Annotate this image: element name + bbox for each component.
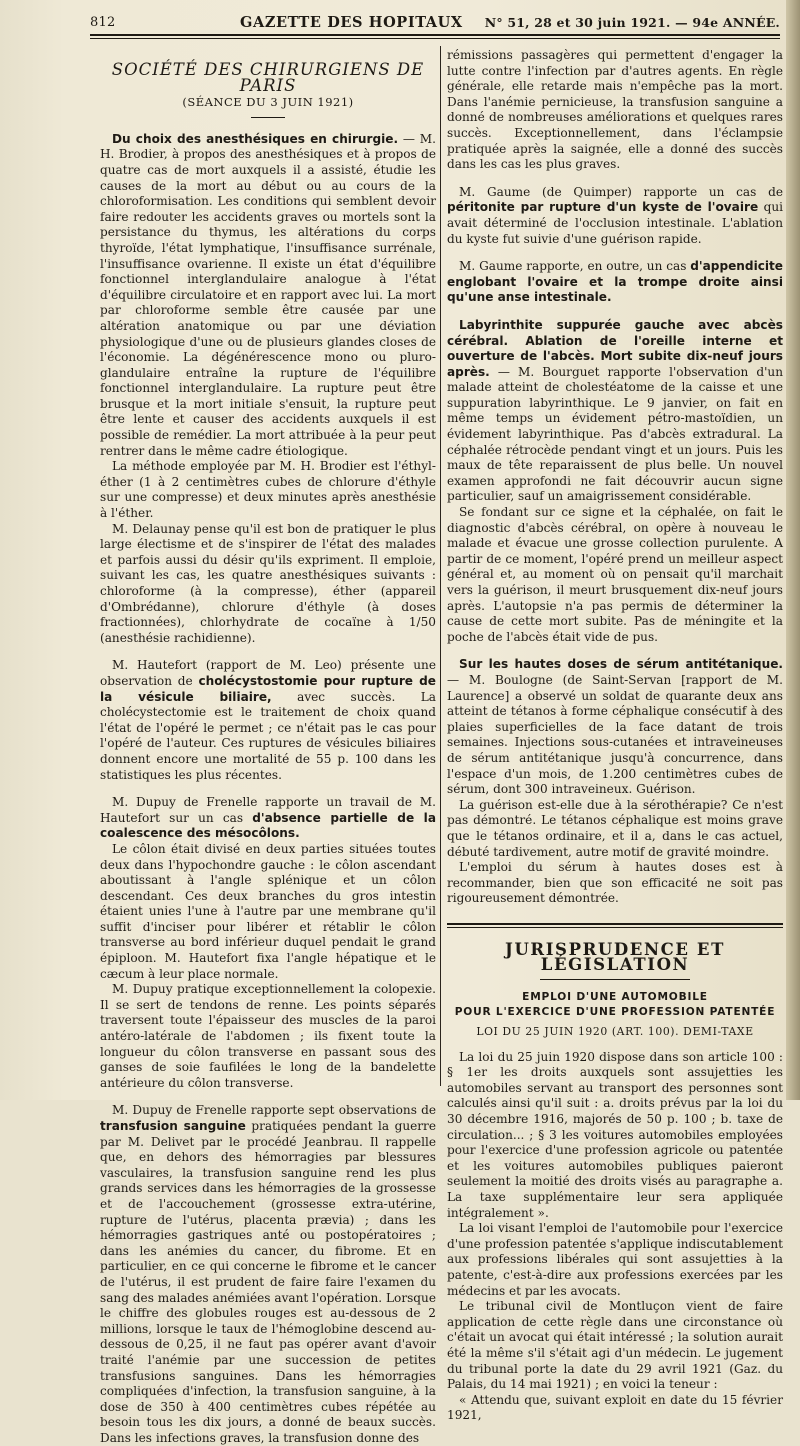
- running-head: [90, 14, 780, 34]
- continuation-text: rémissions passagères qui permettent d'engager la lutte contre l'infection par d'autres agents. En règle générale, elle retarde mais n'empêche pas la mort. Dans l'anémie pernicieuse, la transfusion sanguine a donné de nombreuses améliorations et quelques rares succès. Exceptionnellement, dans l'éclampsie pratiquée après la saignée, elle a donné des succès dans les cas les plus graves.: [447, 48, 783, 172]
- article-text: — M. Bourguet rapporte l'observation d'un malade atteint de cholestéatome de la caisse et une suppuration labyrinthique. Le 9 janvier, on fait en même temps un évidement pétro-mastoïdien, un évidement labyrinthique. Pas d'abcès extradural. La céphalée rétrocède pendant vingt et un jours. Puis les maux de tête reparaissent de plus belle. Un nouvel examen approfondi ne fait découvrir aucun signe particulier, sauf un amaigrissement considérable.: [447, 364, 783, 504]
- article-intro: M. Dupuy de Frenelle rapporte un travail de M. Hautefort sur un cas: [100, 795, 436, 825]
- paragraph: L'emploi du sérum à hautes doses est à recommander, bien que son efficacité ne soit pas rigoureusement démontrée.: [447, 860, 783, 906]
- article-mesocolons: [100, 795, 436, 842]
- article-text: — M. Boulogne (de Saint-Servan [rapport de M. Laurence] a observé un soldat de quarante deux ans atteint de tétanos à forme céphalique consécutif à des plaies superficielles de la face datant de trois semaines. Injections sous-cutanées et intraveineuses de sérum antitétanique jusqu'à concurrence, dans l'espace d'un mois, de 1.200 centimètres cubes de sérum, dont 300 intraveineux. Guérison.: [447, 672, 783, 797]
- page-number: 812: [90, 15, 116, 30]
- paragraph: Se fondant sur ce signe et la céphalée, on fait le diagnostic d'abcès cérébral, on opère à nouveau le malade et évacue une grosse collection purulente. A partir de ce moment, l'opéré prend un meilleur aspect général et, au moment où on pensait qu'il marchait vers la guérison, il meurt brusquement dix-neuf jours après. L'autopsie n'a pas permis de déterminer la cause de cette mort subite. Pas de méningite et la poche de l'abcès était vide de pus.: [447, 505, 783, 644]
- paragraph: « Attendu que, suivant exploit en date du 15 février 1921,: [447, 1392, 783, 1423]
- paragraph: La loi visant l'emploi de l'automobile pour l'exercice d'une profession patentée s'applique indiscutablement aux professions libérales qui sont assujetties à la patente, c'est-à-dire aux professions exercées par les médecins et par les avocats.: [447, 1221, 783, 1298]
- article-intro: M. Dupuy de Frenelle rapporte sept observations de: [112, 1103, 436, 1118]
- law-subheading: LOI DU 25 JUIN 1920 (ART. 100). DEMI-TAXE: [476, 1025, 754, 1039]
- article-heading: Labyrinthite suppurée gauche avec abcès cérébral. Ablation de l'oreille interne et ouverture de l'abcès. Mort subite dix-neuf jours après.: [447, 317, 783, 379]
- article-text: avec succès. La cholécystectomie est le traitement de choix quand l'état de l'opéré le permet ; ce n'était pas le cas pour l'opéré de l'auteur. Ces ruptures de vésicules biliaires donnent encore une mortalité de 55 p. 100 dans les statistiques les plus récentes.: [100, 689, 436, 782]
- article-heading: Du choix des anesthésiques en chirurgie.: [112, 131, 399, 146]
- article-text: qui avait déterminé de l'occlusion intestinale. L'ablation du kyste fut suivie d'une guérison rapide.: [447, 200, 783, 246]
- law-heading-line-2: POUR L'EXERCICE D'UNE PROFESSION PATENTÉE: [454, 1006, 776, 1019]
- paragraph: Le côlon était divisé en deux parties situées toutes deux dans l'hypochondre gauche : le côlon ascendant aboutissant à l'angle splénique et un côlon descendant. Ces deux branches du gros intestin étaient unies l'une à l'autre par une membrane qu'il suffit d'inciser pour libérer et rétablir le côlon transverse au bord inférieur duquel pendait le grand épiploon. M. Hautefort fixa l'angle hépatique et le cæcum à leur place normale.: [100, 841, 436, 981]
- paragraph: Le tribunal civil de Montluçon vient de faire application de cette règle dans une circonstance où c'était un avocat qui était intéressé ; la solution aurait été la même s'il s'était agi d'un médecin. Le jugement du tribunal porte la date du 29 avril 1921 (Gaz. du Palais, du 14 mai 1921) ; en voici la teneur :: [447, 1299, 783, 1392]
- article-intro: M. Hautefort (rapport de M. Leo) présente une observation de: [100, 658, 436, 688]
- paragraph: La méthode employée par M. H. Brodier est l'éthyl-éther (1 à 2 centimètres cubes de chlorure d'éthyle sur une compresse) et deux minutes après anesthésie à l'éther.: [100, 459, 436, 521]
- article-heading: cholécystostomie pour rupture de la vésicule biliaire,: [100, 673, 436, 704]
- section-separator: [447, 923, 783, 925]
- article-serum: [447, 657, 783, 797]
- header-rule: [90, 34, 780, 36]
- article-cholecystostomie: [100, 658, 436, 783]
- article-heading: péritonite par rupture d'un kyste de l'ovaire: [447, 200, 759, 215]
- article-appendicite: [447, 259, 783, 306]
- article-intro: M. Gaume rapporte, en outre, un cas: [459, 259, 687, 274]
- paragraph: M. Delaunay pense qu'il est bon de pratiquer le plus large électisme et de s'inspirer de l'état des malades et parfois aussi du désir qu'ils expriment. Il emploie, suivant les cas, les quatre anesthésiques suivants : chloroforme (à la compresse), éther (appareil d'Ombrédanne), chlorure d'éthyle (à doses fractionnées), chlorhydrate de cocaïne à 1/50 (anesthésie rachidienne).: [100, 521, 436, 645]
- article-heading: d'absence partielle de la coalescence des mésocôlons.: [100, 810, 436, 841]
- section-separator-thin: [447, 927, 783, 928]
- article-intro: M. Gaume (de Quimper) rapporte un cas de: [459, 184, 783, 199]
- article-labyrinthite: [447, 318, 783, 505]
- paragraph: M. Dupuy pratique exceptionnellement la colopexie. Il se sert de tendons de renne. Les points séparés traversent toute l'épaisseur des muscles de la paroi antéro-latérale de l'abdomen ; ils fixent toute la longueur du côlon transverse en passant sous des ganses de soie faufilées le long de la bandelette antérieure du côlon transverse.: [100, 982, 436, 1090]
- article-text: — M. H. Brodier, à propos des anesthésiques et à propos de quatre cas de mort auxquels il a assisté, étudie les causes de la mort au début ou au cours de la chloroformisation. Les conditions qui semblent devoir faire redouter les accidents graves ou mortels sont la persistance du thymus, les altérations du corps thyroïde, l'état lymphatique, l'insuffisance surrénale, l'insuffisance ovarienne. Il existe un état d'équilibre fonctionnel interglandulaire analogue à l'état d'équilibre circulatoire et en rapport avec lui. La mort par chloroforme semble être causée par une altération anatomique ou par une déviation physiologique d'une ou de plusieurs glandes closes de l'économie. La dégénérescence mono ou pluro-glandulaire entraîne la rupture de l'équilibre fonctionnel interglandulaire. La rupture peut être brusque et la mort initiale s'ensuit, la rupture peut être lente et causer des accidents auxquels il est possible de remédier. La mort attribuée à la peur peut rentrer dans le même cadre étiologique.: [100, 131, 436, 458]
- article-heading: Sur les hautes doses de sérum antitétanique.: [459, 657, 783, 672]
- jurisprudence-title: JURISPRUDENCE ET LÉGISLATION: [505, 939, 725, 975]
- article-anesthesiques: [100, 132, 436, 459]
- law-heading-line-1: EMPLOI D'UNE AUTOMOBILE: [522, 991, 708, 1004]
- article-kyste-ovaire: [447, 185, 783, 247]
- header-rule-thin: [90, 38, 780, 39]
- right-column: [447, 48, 783, 1424]
- section-subtitle: (SÉANCE DU 3 JUIN 1921): [182, 95, 354, 110]
- section-rule: [251, 117, 285, 118]
- journal-title: GAZETTE DES HOPITAUX: [240, 14, 463, 31]
- issue-info: N° 51, 28 et 30 juin 1921. — 94e ANNÉE.: [484, 15, 780, 30]
- article-transfusion: [100, 1103, 436, 1446]
- article-heading: transfusion sanguine: [100, 1119, 246, 1133]
- column-divider: [440, 46, 441, 1086]
- page-edge: [786, 0, 800, 1100]
- left-column: [100, 48, 436, 1446]
- article-text: pratiquées pendant la guerre par M. Delivet par le procédé Jeanbrau. Il rappelle que, en dehors des hémorragies par blessures vasculaires, la transfusion sanguine rend les plus grands services dans les hémorragies de la grossesse et de l'accouchement (grossesse extra-utérine, rupture de l'utérus, placenta prævia) ; dans les hémorragies gastriques anté ou postopératoires ; dans les anémies du cancer, du fibrome. Et en particulier, en ce qui concerne le fibrome et le cancer de l'utérus, il est prudent de faire faire l'examen du sang des malades anémiées avant l'opération. Lorsque le chiffre des globules rouges est au-dessous de 2 millions, lorsque le taux de l'hémoglobine descend au-dessous de 0,25, il ne faut pas opérer avant d'avoir traité l'anémie par une succession de petites transfusions sanguines. Dans les hémorragies compliquées d'infection, la transfusion sanguine, à la dose de 350 à 400 centimètres cubes répétée au besoin tous les dix jours, a donné de beaux succès. Dans les infections graves, la transfusion donne des: [100, 1119, 436, 1445]
- article-heading: d'appendicite englobant l'ovaire et la trompe droite ainsi qu'une anse intestinale.: [447, 259, 784, 305]
- paragraph: La loi du 25 juin 1920 dispose dans son article 100 : § 1er les droits auxquels sont assujetties les automobiles servant au transport des personnes sont calculés ainsi qu'il suit : a. droits prévus par la loi du 30 décembre 1916, majorés de 50 p. 100 ; b. taxe de circulation... ; § 3 les voitures automobiles employées pour l'exercice d'une profession agricole ou patentée et les voitures automobiles publiques paieront seulement la moitié des droits visés au paragraphe a. La taxe supplémentaire leur sera appliquée intégralement ».: [447, 1049, 783, 1220]
- jurisprudence-rule: [540, 979, 690, 980]
- section-title: SOCIÉTÉ DES CHIRURGIENS DE PARIS: [111, 60, 425, 95]
- paragraph: La guérison est-elle due à la sérothérapie? Ce n'est pas démontré. Le tétanos céphalique est moins grave que le tétanos ordinaire, et il a, dans le cas actuel, débuté tardivement, autre motif de gravité moindre.: [447, 797, 783, 859]
